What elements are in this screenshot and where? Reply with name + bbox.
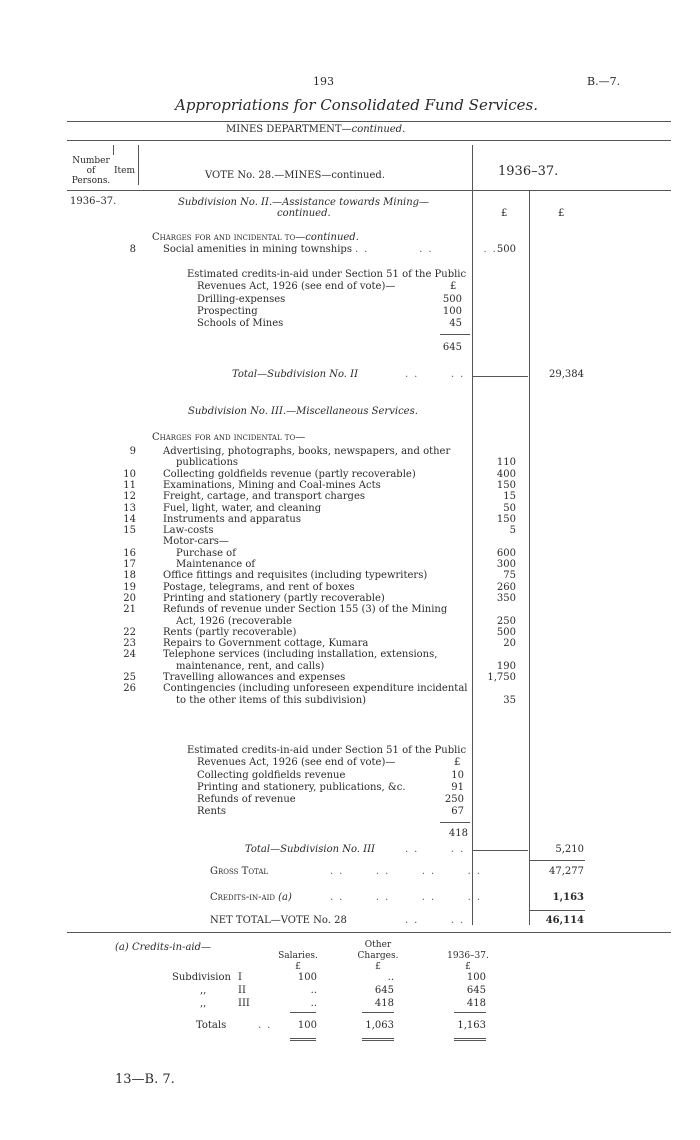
col-rule-item xyxy=(138,145,139,185)
item-amount: 20 xyxy=(503,638,516,649)
footnote-double-rule xyxy=(290,1038,316,1041)
item-text: Purchase of xyxy=(176,548,236,559)
head-bottom-rule xyxy=(67,190,671,191)
item-number: 24 xyxy=(123,649,136,660)
footnote-pound: £ xyxy=(375,962,381,972)
item-text: Law-costs xyxy=(163,525,214,536)
item-number: 22 xyxy=(123,627,136,638)
item-amount: 150 xyxy=(496,514,516,525)
header-rule xyxy=(67,140,671,141)
credit-label: Drilling-expenses xyxy=(197,294,286,305)
footnote-col-salaries: Salaries. xyxy=(278,951,318,961)
leader-dots: .. .. .. .. xyxy=(330,866,487,877)
gross-total-rule xyxy=(530,860,585,861)
footnote-rule xyxy=(290,1012,316,1013)
item-amount: 35 xyxy=(503,695,516,706)
credits-in-aid-value: 1,163 xyxy=(552,892,584,903)
col-rule-amount2 xyxy=(529,190,530,925)
footnote-row-salaries: .. xyxy=(310,998,317,1009)
item-number: 11 xyxy=(123,480,136,491)
item-amount: 110 xyxy=(496,457,516,468)
page-title: Appropriations for Consolidated Fund Services. xyxy=(175,96,539,114)
sub2-credits-total: 645 xyxy=(442,342,462,353)
footnote-pound: £ xyxy=(465,962,471,972)
item-amount: 500 xyxy=(496,627,516,638)
sub2-item-amount: 500 xyxy=(496,244,516,255)
leader-dots: .. .. xyxy=(405,369,470,380)
item-text: Act, 1926 (recoverable xyxy=(176,616,292,627)
footnote-row-label: Subdivision xyxy=(172,972,231,983)
footnote-pound: £ xyxy=(295,962,301,972)
item-text: Examinations, Mining and Coal-mines Acts xyxy=(163,480,381,491)
sub2-total-label: Total—Subdivision No. II xyxy=(232,369,359,380)
item-number: 12 xyxy=(123,491,136,502)
item-text: Contingencies (including unforeseen expenditure incidental xyxy=(163,683,468,694)
item-number: 17 xyxy=(123,559,136,570)
signature-mark: 13—B. 7. xyxy=(115,1072,175,1087)
table-bottom-rule xyxy=(67,932,671,933)
sub2-credits-pound: £ xyxy=(450,281,457,292)
item-text: Travelling allowances and expenses xyxy=(163,672,346,683)
item-amount: 5 xyxy=(509,525,516,536)
footnote-total-salaries: 100 xyxy=(297,1020,317,1031)
credits-in-aid-label: Credits-in-aid (a) xyxy=(210,892,292,903)
sub2-item-text: Social amenities in mining townships xyxy=(163,244,352,255)
sub3-total-label: Total—Subdivision No. III xyxy=(245,844,376,855)
item-number: 10 xyxy=(123,469,136,480)
document-reference: B.—7. xyxy=(587,75,621,88)
footnote-row-year: 100 xyxy=(466,972,486,983)
sub3-credits-rule xyxy=(440,822,470,823)
item-text: Telephone services (including installation, extensions, xyxy=(163,649,438,660)
item-text: Maintenance of xyxy=(176,559,256,570)
item-number: 9 xyxy=(129,446,136,457)
subdivision-2-title-cont: continued. xyxy=(277,208,331,219)
item-number: 23 xyxy=(123,638,136,649)
footnote-row-salaries: 100 xyxy=(297,972,317,983)
footnote-total-other: 1,063 xyxy=(365,1020,394,1031)
item-text: Freight, cartage, and transport charges xyxy=(163,491,366,502)
item-text: Collecting goldfields revenue (partly recoverable) xyxy=(163,469,416,480)
net-total-label: NET TOTAL—VOTE No. 28 xyxy=(210,915,347,926)
item-text: Instruments and apparatus xyxy=(163,514,301,525)
sub2-item-number: 8 xyxy=(129,244,136,255)
item-amount: 190 xyxy=(496,661,516,672)
item-amount: 300 xyxy=(496,559,516,570)
credit-label: Rents xyxy=(197,806,227,817)
subdivision-3-title: Subdivision No. III.—Miscellaneous Services. xyxy=(188,406,418,417)
footnote-total-year: 1,163 xyxy=(457,1020,486,1031)
item-number: 20 xyxy=(123,593,136,604)
footnote-double-rule xyxy=(454,1038,486,1041)
leader-dots: .. xyxy=(258,1020,277,1031)
number-of-persons-header: Number of Persons. xyxy=(71,156,111,186)
footnote-rule xyxy=(454,1012,486,1013)
department-heading: MINES DEPARTMENT—continued. xyxy=(226,124,406,135)
item-amount: 260 xyxy=(496,582,516,593)
col-rule-amount1 xyxy=(472,145,473,925)
credit-value: 10 xyxy=(451,770,464,781)
net-total-rule xyxy=(530,910,585,911)
footnote-row-number: III xyxy=(238,998,250,1009)
item-text: Motor-cars— xyxy=(163,536,229,547)
sub2-charges-heading: Charges for and incidental to—continued. xyxy=(152,232,359,243)
year-header: 1936–37. xyxy=(498,164,559,179)
item-text: Postage, telegrams, and rent of boxes xyxy=(163,582,355,593)
pound-col1: £ xyxy=(501,208,508,219)
footnote-row-number: II xyxy=(238,985,246,996)
item-text: Refunds of revenue under Section 155 (3) of the Mining xyxy=(163,604,448,615)
item-amount: 400 xyxy=(496,469,516,480)
footnote-row-other: .. xyxy=(387,972,394,983)
leader-dots: .. .. .. .. xyxy=(330,892,487,903)
item-number: 18 xyxy=(123,570,136,581)
sub3-credits-total: 418 xyxy=(448,828,468,839)
item-number: 15 xyxy=(123,525,136,536)
sub2-credits-rule xyxy=(440,334,470,335)
credit-value: 500 xyxy=(442,294,462,305)
footnote-row-label: ,, xyxy=(200,985,207,996)
item-number: 26 xyxy=(123,683,136,694)
item-amount: 15 xyxy=(503,491,516,502)
footnote-col-other-2: Charges. xyxy=(357,951,399,961)
net-total-value: 46,114 xyxy=(545,915,584,926)
subdivision-2-title: Subdivision No. II.—Assistance towards Mining— xyxy=(178,197,430,208)
item-number: 13 xyxy=(123,503,136,514)
leader-dots: .. .. .. xyxy=(355,244,502,255)
footnote-col-year: 1936–37. xyxy=(447,951,489,961)
item-text: Advertising, photographs, books, newspapers, and other xyxy=(163,446,451,457)
credit-value: 100 xyxy=(442,306,462,317)
item-text: maintenance, rent, and calls) xyxy=(176,661,325,672)
footnote-row-other: 418 xyxy=(374,998,394,1009)
leader-dots: .. .. xyxy=(405,844,470,855)
footnote-row-label: ,, xyxy=(200,998,207,1009)
sub2-total-rule xyxy=(473,376,528,377)
item-amount: 75 xyxy=(503,570,516,581)
footnote-row-salaries: .. xyxy=(310,985,317,996)
pound-col2: £ xyxy=(558,208,565,219)
footnote-row-number: I xyxy=(238,972,242,983)
credit-value: 250 xyxy=(444,794,464,805)
gross-total-label: Gross Total xyxy=(210,866,269,877)
sub2-credits-line1: Estimated credits-in-aid under Section 51 of the Public xyxy=(187,269,467,280)
item-amount: 600 xyxy=(496,548,516,559)
gross-total-value: 47,277 xyxy=(549,866,584,877)
sub2-credits-line2: Revenues Act, 1926 (see end of vote)— xyxy=(197,281,396,292)
sub3-credits-pound: £ xyxy=(454,757,461,768)
item-text: Rents (partly recoverable) xyxy=(163,627,297,638)
top-rule xyxy=(67,121,671,122)
item-amount: 350 xyxy=(496,593,516,604)
credit-label: Schools of Mines xyxy=(197,318,284,329)
credit-value: 45 xyxy=(449,318,462,329)
item-text: Repairs to Government cottage, Kumara xyxy=(163,638,369,649)
item-amount: 50 xyxy=(503,503,516,514)
year-left-label: 1936–37. xyxy=(70,196,117,207)
item-amount: 1,750 xyxy=(487,672,516,683)
leader-dots: .. .. xyxy=(405,915,470,926)
item-number: 19 xyxy=(123,582,136,593)
sub2-total-value: 29,384 xyxy=(549,369,584,380)
item-number: 16 xyxy=(123,548,136,559)
col-rule-left xyxy=(113,145,114,155)
page-number: 193 xyxy=(313,75,334,88)
item-number: 25 xyxy=(123,672,136,683)
footnote-row-other: 645 xyxy=(374,985,394,996)
footnote-col-other-1: Other xyxy=(364,940,392,950)
sub3-total-value: 5,210 xyxy=(555,844,584,855)
item-text: Fuel, light, water, and cleaning xyxy=(163,503,322,514)
credit-label: Printing and stationery, publications, &c. xyxy=(197,782,406,793)
item-amount: 250 xyxy=(496,616,516,627)
footnote-label: (a) Credits-in-aid— xyxy=(115,942,212,953)
item-text: Office fittings and requisites (including typewriters) xyxy=(163,570,428,581)
sub3-credits-line2: Revenues Act, 1926 (see end of vote)— xyxy=(197,757,396,768)
credit-value: 91 xyxy=(451,782,464,793)
sub3-credits-line1: Estimated credits-in-aid under Section 51 of the Public xyxy=(187,745,467,756)
sub3-total-rule xyxy=(473,850,528,851)
footnote-double-rule xyxy=(362,1038,394,1041)
item-amount: 150 xyxy=(496,480,516,491)
vote-heading: VOTE No. 28.—MINES—continued. xyxy=(205,170,385,181)
credit-label: Collecting goldfields revenue xyxy=(197,770,346,781)
item-header: Item xyxy=(114,166,136,176)
credit-value: 67 xyxy=(451,806,464,817)
footnote-row-year: 645 xyxy=(466,985,486,996)
credit-label: Prospecting xyxy=(197,306,258,317)
item-number: 21 xyxy=(123,604,136,615)
item-text: Printing and stationery (partly recoverable) xyxy=(163,593,385,604)
footnote-rule xyxy=(362,1012,394,1013)
sub3-charges-heading: Charges for and incidental to— xyxy=(152,432,306,443)
credit-label: Refunds of revenue xyxy=(197,794,296,805)
footnote-row-year: 418 xyxy=(466,998,486,1009)
item-number: 14 xyxy=(123,514,136,525)
item-text: publications xyxy=(176,457,239,468)
item-text: to the other items of this subdivision) xyxy=(176,695,367,706)
footnote-totals-label: Totals xyxy=(196,1020,227,1031)
